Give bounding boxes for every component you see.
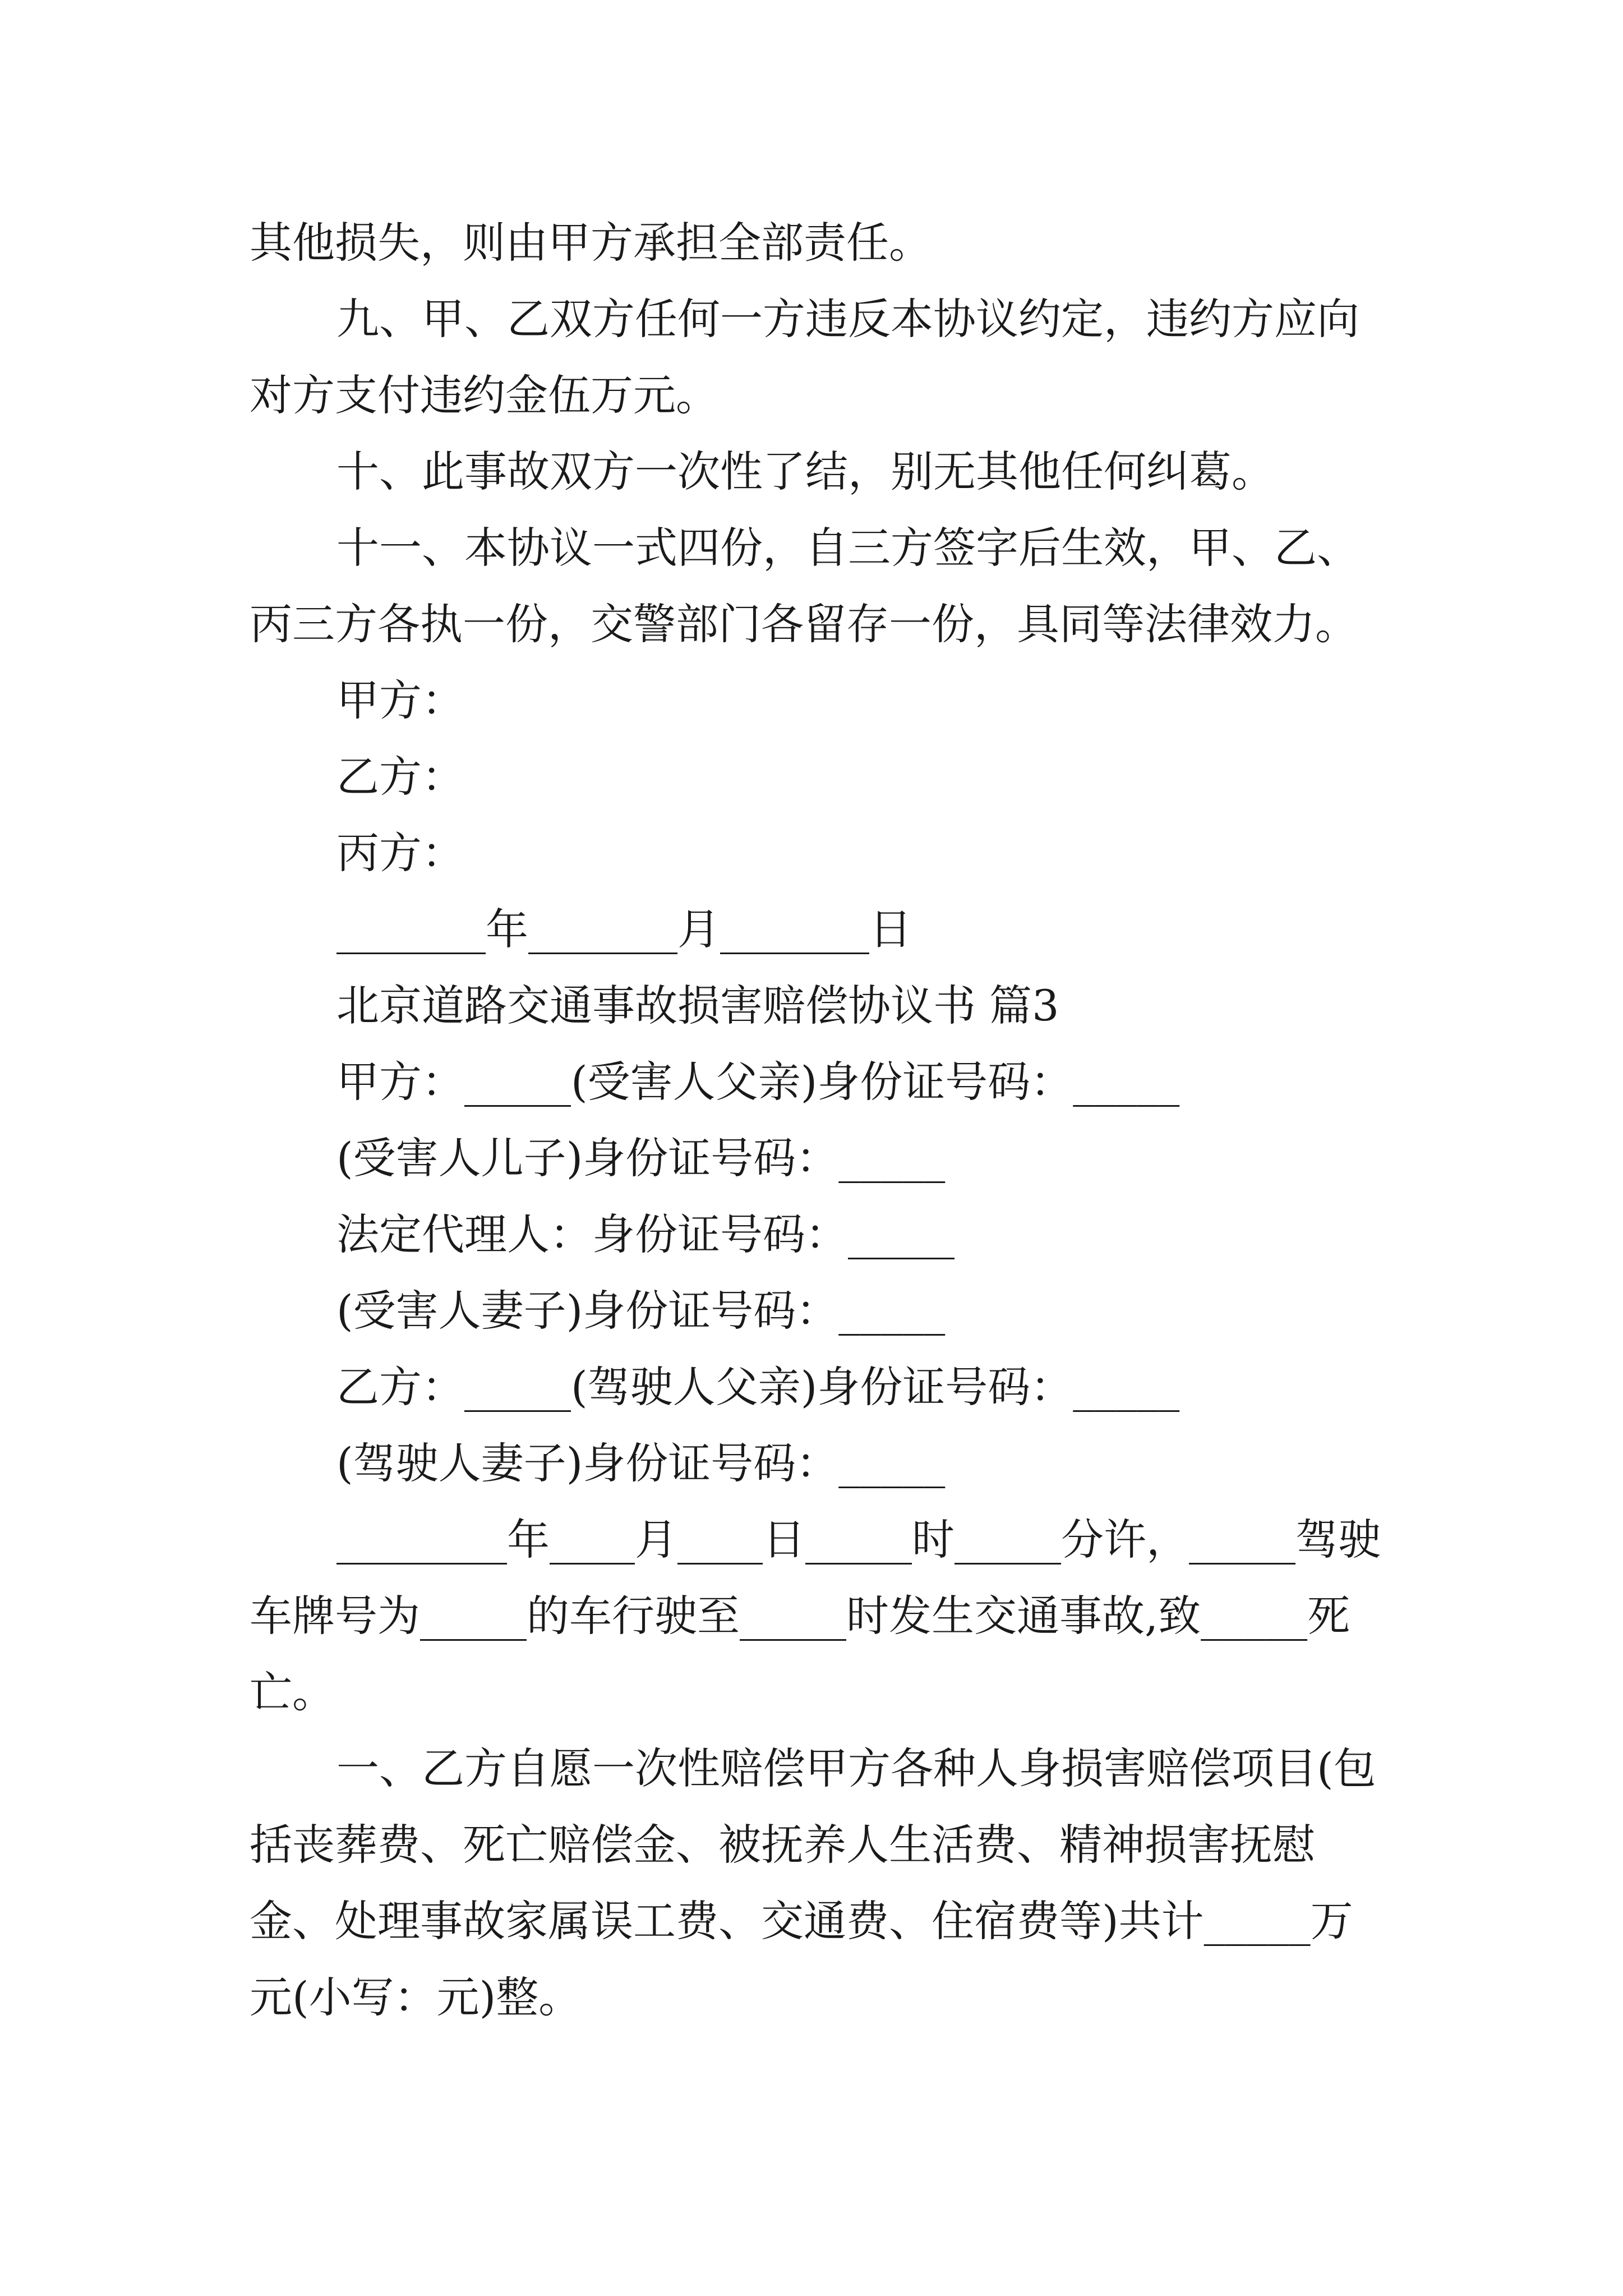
party-a-father: 甲方：_____(受害人父亲)身份证号码：_____	[336, 1057, 1180, 1107]
party-a-son: (受害人儿子)身份证号码：_____	[336, 1133, 946, 1183]
document-body	[250, 205, 1388, 2036]
clause-ten: 十、此事故双方一次性了结，别无其他任何纠葛。	[336, 447, 1274, 496]
party-a-wife: (受害人妻子)身份证号码：_____	[336, 1286, 946, 1336]
signature-party-c: 丙方：	[336, 828, 464, 878]
clause-nine: 九、甲、乙双方任何一方违反本协议约定，违约方应向对方支付违约金伍万元。	[250, 294, 1359, 420]
signature-party-b: 乙方：	[336, 752, 464, 802]
party-b-wife: (驾驶人妻子)身份证号码：_____	[336, 1438, 946, 1488]
paragraph-continuation: 其他损失，则由甲方承担全部责任。	[250, 218, 932, 268]
clause-one: 一、乙方自愿一次性赔偿甲方各种人身损害赔偿项目(包括丧葬费、死亡赔偿金、被抚养人生活费、精神损害抚慰金、处理事故家属误工费、交通费、住宿费等)共计_____万元(小写：元)整。	[250, 1743, 1376, 2022]
section-title: 北京道路交通事故损害赔偿协议书 篇3	[336, 981, 1059, 1030]
date-line: _______年_______月_______日	[336, 904, 912, 954]
accident-description: ________年____月____日_____时_____分许，_____驾驶车牌号为_____的车行驶至_____时发生交通事故,致_____死亡。	[250, 1515, 1381, 1717]
party-a-legal-representative: 法定代理人：身份证号码：_____	[336, 1209, 955, 1259]
clause-eleven: 十一、本协议一式四份，自三方签字后生效，甲、乙、丙三方各执一份，交警部门各留存一份，具同等法律效力。	[250, 523, 1359, 649]
signature-party-a: 甲方：	[336, 675, 464, 725]
party-b-father: 乙方：_____(驾驶人父亲)身份证号码：_____	[336, 1362, 1180, 1412]
